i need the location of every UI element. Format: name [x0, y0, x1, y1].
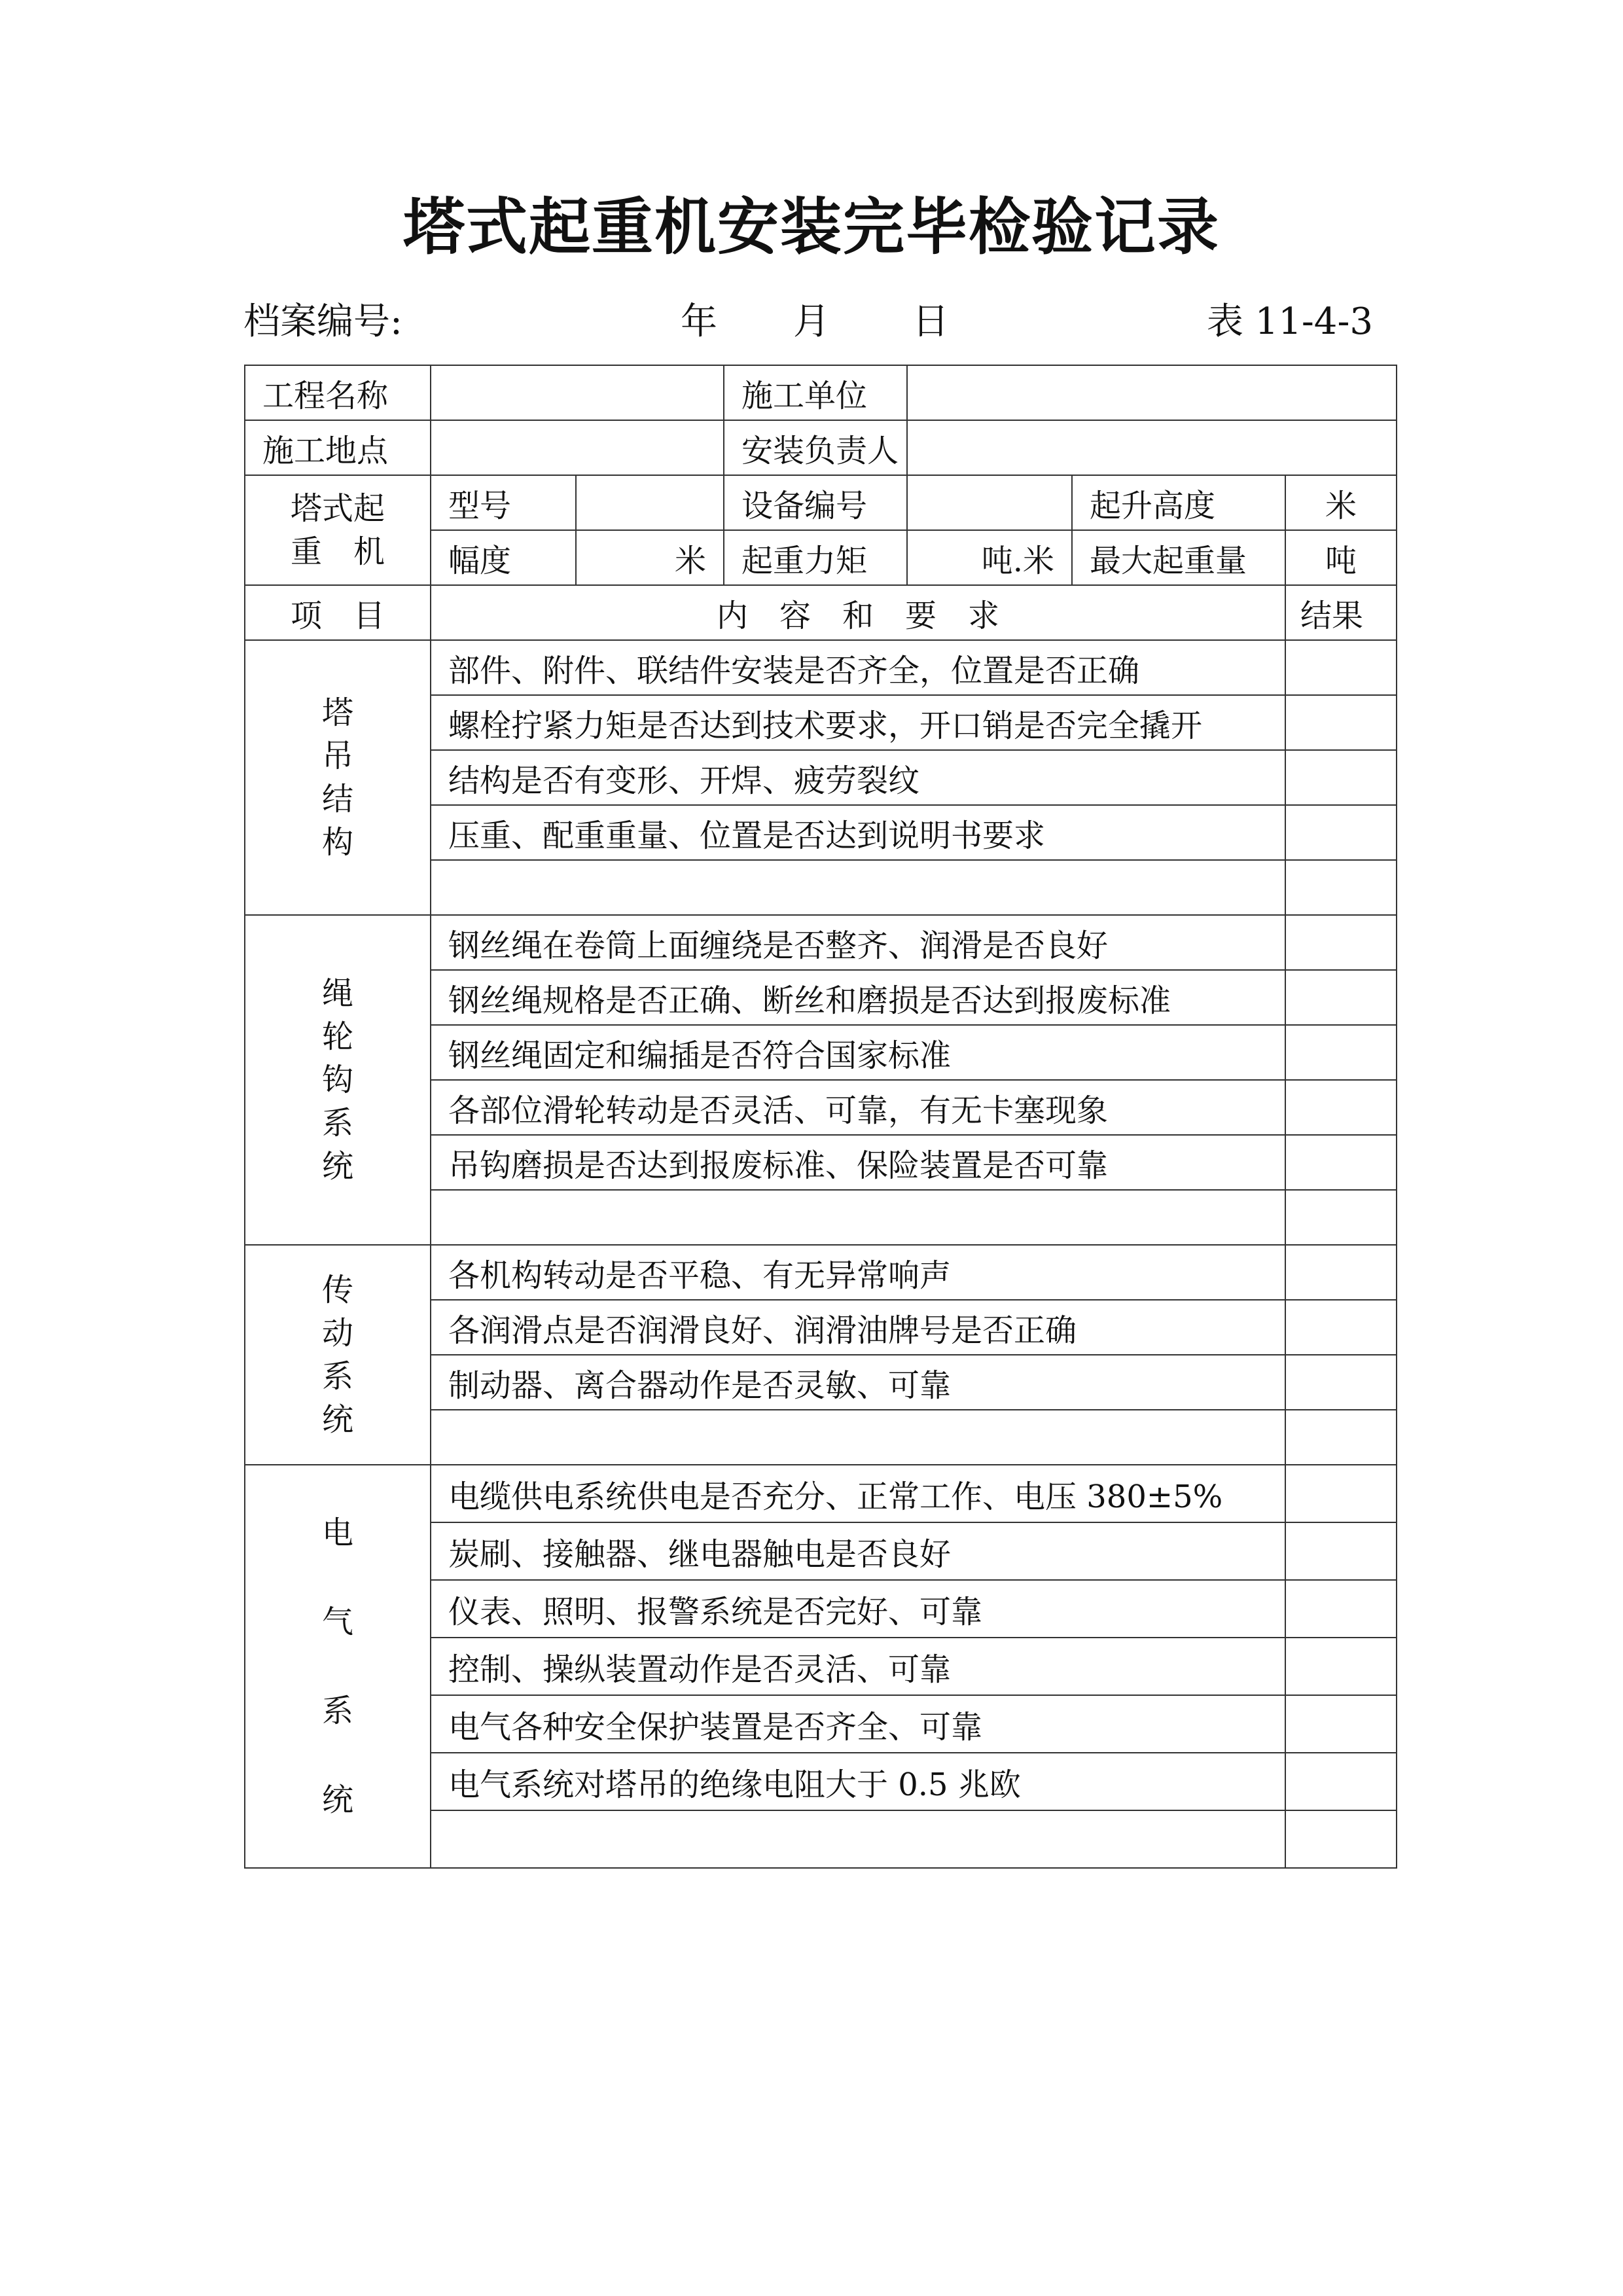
section-name-char: 轮	[321, 1018, 353, 1055]
section-name-char: 吊	[321, 738, 353, 774]
result-column-header: 结果	[1285, 585, 1397, 640]
requirement-blank	[431, 1410, 1285, 1465]
crane-header-line1: 塔式起	[290, 490, 385, 527]
archive-number-label: 档案编号:	[243, 300, 402, 343]
section-name-char: 钩	[321, 1062, 353, 1098]
requirement-text: 炭刷、接触器、继电器触电是否良好	[431, 1522, 1285, 1580]
project-name-value[interactable]	[431, 365, 724, 420]
requirement-text: 钢丝绳在卷筒上面缠绕是否整齐、润滑是否良好	[431, 915, 1285, 970]
section-name-char: 电	[321, 1515, 353, 1551]
requirement-text: 各机构转动是否平稳、有无异常响声	[431, 1245, 1285, 1300]
document-title: 塔式起重机安装完毕检验记录	[402, 191, 1220, 263]
section-name-char: 系	[321, 1358, 353, 1395]
result-cell[interactable]	[1285, 970, 1397, 1025]
requirement-text: 仪表、照明、报警系统是否完好、可靠	[431, 1580, 1285, 1638]
result-cell[interactable]	[1285, 1522, 1397, 1580]
requirement-text: 电气各种安全保护装置是否齐全、可靠	[431, 1695, 1285, 1753]
requirement-text: 钢丝绳固定和编插是否符合国家标准	[431, 1025, 1285, 1080]
section-name-char: 动	[321, 1315, 353, 1352]
site-label: 施工地点	[245, 420, 431, 475]
installer-value[interactable]	[907, 420, 1397, 475]
section-name	[245, 640, 431, 915]
crane-header	[245, 475, 431, 585]
result-cell[interactable]	[1285, 1638, 1397, 1695]
month-label: 月	[793, 300, 830, 343]
section-name-char: 塔	[321, 694, 353, 731]
result-cell[interactable]	[1285, 1465, 1397, 1522]
result-cell[interactable]	[1285, 860, 1397, 915]
requirement-text: 电气系统对塔吊的绝缘电阻大于 0.5 兆欧	[431, 1753, 1285, 1810]
requirement-text: 螺栓拧紧力矩是否达到技术要求，开口销是否完全撬开	[431, 695, 1285, 750]
requirement-text: 各润滑点是否润滑良好、润滑油牌号是否正确	[431, 1300, 1285, 1355]
max-load-unit[interactable]: 吨	[1285, 530, 1397, 585]
site-value[interactable]	[431, 420, 724, 475]
equipment-no-label: 设备编号	[724, 475, 907, 530]
requirement-text: 各部位滑轮转动是否灵活、可靠，有无卡塞现象	[431, 1080, 1285, 1135]
info-row-2	[245, 420, 1397, 475]
section-name	[245, 1245, 431, 1465]
moment-label: 起重力矩	[724, 530, 907, 585]
section-row	[245, 1465, 1397, 1522]
result-cell[interactable]	[1285, 1810, 1397, 1868]
requirement-blank	[431, 860, 1285, 915]
result-cell[interactable]	[1285, 1300, 1397, 1355]
section-name	[245, 1465, 431, 1868]
model-value[interactable]	[576, 475, 724, 530]
range-unit[interactable]: 米	[576, 530, 724, 585]
section-name-char: 统	[321, 1148, 353, 1185]
construction-unit-label: 施工单位	[724, 365, 907, 420]
result-cell[interactable]	[1285, 1355, 1397, 1410]
result-cell[interactable]	[1285, 640, 1397, 695]
result-cell[interactable]	[1285, 1410, 1397, 1465]
requirement-text: 压重、配重重量、位置是否达到说明书要求	[431, 805, 1285, 860]
section-name-char: 传	[321, 1272, 353, 1308]
section-name-char: 系	[321, 1693, 353, 1729]
moment-unit[interactable]: 吨.米	[907, 530, 1072, 585]
result-cell[interactable]	[1285, 1245, 1397, 1300]
result-cell[interactable]	[1285, 1695, 1397, 1753]
lift-height-label: 起升高度	[1072, 475, 1285, 530]
requirement-text: 吊钩磨损是否达到报废标准、保险装置是否可靠	[431, 1135, 1285, 1190]
result-cell[interactable]	[1285, 915, 1397, 970]
range-label: 幅度	[431, 530, 576, 585]
section-name-char: 系	[321, 1105, 353, 1141]
section-row	[245, 1245, 1397, 1300]
section-name-char: 结	[321, 781, 353, 817]
section-name-char: 气	[321, 1604, 353, 1640]
equipment-no-value[interactable]	[907, 475, 1072, 530]
requirement-text: 电缆供电系统供电是否充分、正常工作、电压 380±5%	[431, 1465, 1285, 1522]
item-column-header: 项 目	[245, 585, 431, 640]
section-name-char: 构	[321, 824, 353, 861]
requirement-text: 控制、操纵装置动作是否灵活、可靠	[431, 1638, 1285, 1695]
inspection-table	[244, 365, 1397, 1869]
section-name-char: 绳	[321, 975, 353, 1012]
installer-label: 安装负责人	[724, 420, 907, 475]
requirement-blank	[431, 1190, 1285, 1245]
section-row	[245, 915, 1397, 970]
requirement-blank	[431, 1810, 1285, 1868]
result-cell[interactable]	[1285, 1753, 1397, 1810]
section-row	[245, 640, 1397, 695]
date-line	[681, 300, 949, 343]
requirement-text: 钢丝绳规格是否正确、断丝和磨损是否达到报废标准	[431, 970, 1285, 1025]
section-name-char: 统	[321, 1782, 353, 1818]
result-cell[interactable]	[1285, 1080, 1397, 1135]
project-name-label: 工程名称	[245, 365, 431, 420]
result-cell[interactable]	[1285, 1580, 1397, 1638]
result-cell[interactable]	[1285, 750, 1397, 805]
max-load-label: 最大起重量	[1072, 530, 1285, 585]
year-label: 年	[681, 300, 717, 343]
crane-header-line2: 重 机	[290, 533, 385, 570]
construction-unit-value[interactable]	[907, 365, 1397, 420]
lift-height-unit[interactable]: 米	[1285, 475, 1397, 530]
requirement-text: 部件、附件、联结件安装是否齐全，位置是否正确	[431, 640, 1285, 695]
section-name	[245, 915, 431, 1245]
info-row-1	[245, 365, 1397, 420]
result-cell[interactable]	[1285, 1135, 1397, 1190]
result-cell[interactable]	[1285, 1190, 1397, 1245]
section-name-char: 统	[321, 1401, 353, 1438]
result-cell[interactable]	[1285, 1025, 1397, 1080]
content-column-header: 内 容 和 要 求	[431, 585, 1285, 640]
result-cell[interactable]	[1285, 805, 1397, 860]
requirement-text: 结构是否有变形、开焊、疲劳裂纹	[431, 750, 1285, 805]
day-label: 日	[912, 300, 949, 343]
requirement-text: 制动器、离合器动作是否灵敏、可靠	[431, 1355, 1285, 1410]
column-header-row	[245, 585, 1397, 640]
form-number: 表 11-4-3	[1206, 300, 1373, 343]
model-label: 型号	[431, 475, 576, 530]
result-cell[interactable]	[1285, 695, 1397, 750]
crane-row-1	[245, 475, 1397, 530]
